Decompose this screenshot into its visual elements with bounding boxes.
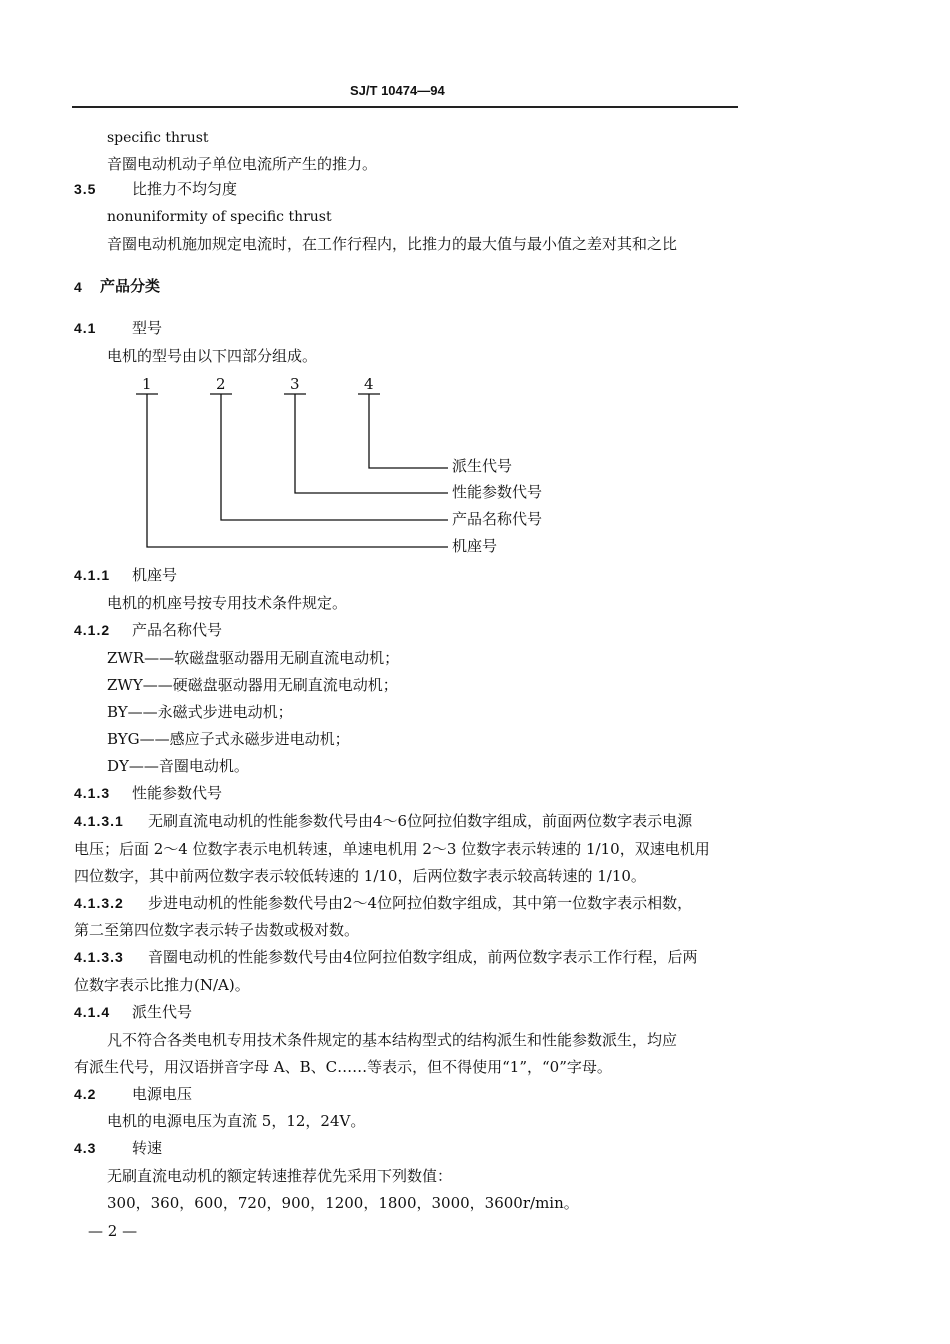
section-number: 4.1.2 [74,622,111,638]
diagram-label-product-name-code: 产品名称代号 [452,510,543,528]
section-title: 性能参数代号 [132,784,223,802]
paragraph-line: 电压；后面 2～4 位数字表示电机转速，单速电机用 2～3 位数字表示转速的 1/10，双速电机用 [74,840,710,858]
term-en-nonuniformity: nonuniformity of specific thrust [107,209,332,225]
diagram-label-performance-code: 性能参数代号 [452,483,543,501]
paragraph-line: 第二至第四位数字表示转子齿数或极对数。 [74,921,360,939]
page-number: — 2 — [88,1222,138,1240]
standard-number: SJ/T 10474—94 [350,83,445,98]
list-item: BY——永磁式步进电动机； [107,703,293,721]
diagram-digit-2: 2 [216,375,226,393]
diagram-label-derivative-code: 派生代号 [452,457,513,475]
section-title: 产品名称代号 [132,621,223,639]
list-item: ZWR——软磁盘驱动器用无刷直流电动机； [107,649,400,667]
section-number: 4.2 [74,1086,97,1102]
paragraph-line: 步进电动机的性能参数代号由2～4位阿拉伯数字组成，其中第一位数字表示相数， [148,894,693,912]
section-number: 4.1.3.3 [74,949,124,965]
section-title: 转速 [132,1139,163,1157]
diagram-label-frame-number: 机座号 [452,537,498,555]
paragraph-line: 有派生代号，用汉语拼音字母 A、B、C……等表示，但不得使用“1”，“0”字母。 [74,1058,612,1076]
paragraph-line: 无刷直流电动机的性能参数代号由4～6位阿拉伯数字组成，前面两位数字表示电源 [148,812,693,830]
section-intro: 电机的型号由以下四部分组成。 [107,347,318,365]
section-number: 4.1.3 [74,785,111,801]
definition-nonuniformity: 音圈电动机施加规定电流时，在工作行程内，比推力的最大值与最小值之差对其和之比 [107,235,678,253]
section-number: 4.1.1 [74,567,111,583]
section-body: 无刷直流电动机的额定转速推荐优先采用下列数值： [107,1167,453,1185]
section-number: 4.3 [74,1140,97,1156]
section-title: 比推力不均匀度 [132,180,238,198]
section-number: 4.1.3.1 [74,813,124,829]
section-title: 机座号 [132,566,178,584]
chapter-title: 产品分类 [100,277,161,295]
section-number: 4.1.3.2 [74,895,124,911]
speed-values: 300，360，600，720，900，1200，1800，3000，3600r/min。 [107,1194,579,1212]
section-number: 3.5 [74,181,97,197]
section-number: 4.1.4 [74,1004,111,1020]
section-body: 电机的电源电压为直流 5，12，24V。 [107,1112,366,1130]
section-title: 电源电压 [132,1085,193,1103]
term-en-specific-thrust: specific thrust [107,130,209,146]
paragraph-line: 音圈电动机的性能参数代号由4位阿拉伯数字组成，前两位数字表示工作行程，后两 [148,948,698,966]
list-item: ZWY——硬磁盘驱动器用无刷直流电动机； [107,676,398,694]
diagram-digit-1: 1 [142,375,152,393]
list-item: BYG——感应子式永磁步进电动机； [107,730,350,748]
paragraph-line: 凡不符合各类电机专用技术条件规定的基本结构型式的结构派生和性能参数派生，均应 [107,1031,678,1049]
section-body: 电机的机座号按专用技术条件规定。 [107,594,348,612]
chapter-number: 4 [74,279,83,295]
diagram-digit-4: 4 [364,375,374,393]
diagram-digit-3: 3 [290,375,300,393]
paragraph-line: 四位数字，其中前两位数字表示较低转速的 1/10，后两位数字表示较高转速的 1/10。 [74,867,646,885]
section-number: 4.1 [74,320,97,336]
section-title: 型号 [132,319,163,337]
paragraph-line: 位数字表示比推力(N/A)。 [74,976,250,994]
definition-specific-thrust: 音圈电动机动子单位电流所产生的推力。 [107,155,378,173]
list-item: DY——音圈电动机。 [107,757,249,775]
section-title: 派生代号 [132,1003,193,1021]
